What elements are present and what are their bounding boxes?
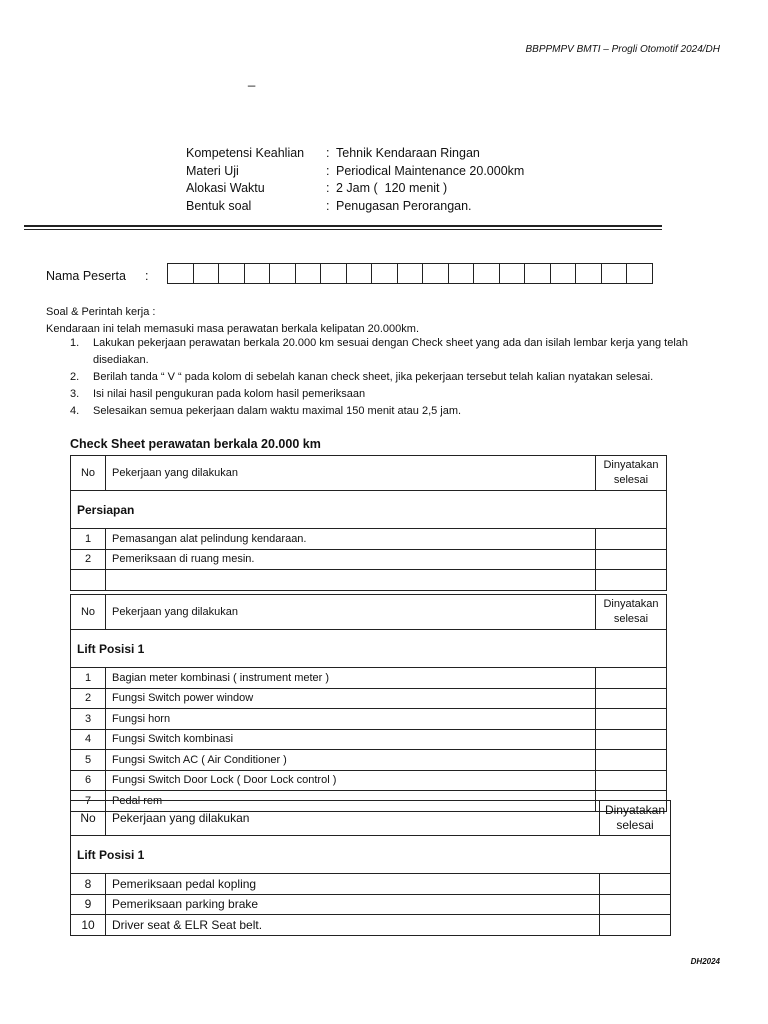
column-header-no: No	[71, 456, 106, 491]
done-checkbox-cell[interactable]	[596, 549, 667, 570]
row-no: 8	[71, 874, 106, 895]
row-job: Pemeriksaan parking brake	[106, 894, 600, 915]
info-row: Bentuk soal : Penugasan Perorangan.	[186, 198, 472, 213]
column-header-done: Dinyatakan selesai	[596, 456, 667, 491]
table-row	[71, 570, 667, 591]
column-header-job: Pekerjaan yang dilakukan	[106, 801, 600, 836]
row-job: Fungsi Switch kombinasi	[106, 729, 596, 750]
participant-name-label: Nama Peserta	[46, 269, 126, 283]
header-dash: _	[248, 72, 256, 87]
table-row	[71, 915, 671, 936]
table-row	[71, 894, 671, 915]
checksheet-table	[70, 594, 667, 812]
name-char-box[interactable]	[422, 263, 449, 284]
row-no: 6	[71, 770, 106, 791]
done-checkbox-cell[interactable]	[600, 915, 671, 936]
row-job: Pedal rem	[106, 791, 596, 812]
step-item: 2. Berilah tanda “ V “ pada kolom di sebelah kanan check sheet, jika pekerjaan tersebut telah kalian nyatakan selesai.	[70, 371, 654, 383]
row-job: Bagian meter kombinasi ( instrument meter )	[106, 668, 596, 689]
checksheet-table	[70, 455, 667, 591]
name-char-box[interactable]	[575, 263, 602, 284]
done-checkbox-cell[interactable]	[596, 729, 667, 750]
name-char-box[interactable]	[269, 263, 296, 284]
checksheet-table	[70, 800, 671, 936]
row-job: Fungsi Switch Door Lock ( Door Lock control )	[106, 770, 596, 791]
column-header-no: No	[71, 595, 106, 630]
participant-name-boxes[interactable]	[168, 263, 653, 284]
column-header-job: Pekerjaan yang dilakukan	[106, 456, 596, 491]
row-no: 2	[71, 549, 106, 570]
done-checkbox-cell[interactable]	[596, 709, 667, 730]
instructions-title: Soal & Perintah kerja :	[46, 306, 156, 318]
name-char-box[interactable]	[499, 263, 526, 284]
table-row	[71, 770, 667, 791]
instructions-intro	[46, 304, 419, 337]
row-no: 1	[71, 529, 106, 550]
step-item: 4. Selesaikan semua pekerjaan dalam waktu maximal 150 menit atau 2,5 jam.	[70, 405, 462, 417]
column-header-done: Dinyatakan selesai	[596, 595, 667, 630]
name-char-box[interactable]	[601, 263, 628, 284]
info-row: Alokasi Waktu : 2 Jam ( 120 menit )	[186, 181, 448, 195]
participant-name-colon: :	[145, 269, 149, 283]
row-no: 1	[71, 668, 106, 689]
done-checkbox-cell[interactable]	[596, 668, 667, 689]
row-job: Driver seat & ELR Seat belt.	[106, 915, 600, 936]
row-no: 9	[71, 894, 106, 915]
checksheet-title: Check Sheet perawatan berkala 20.000 km	[70, 437, 321, 451]
table-row	[71, 549, 667, 570]
step-item: 3. Isi nilai hasil pengukuran pada kolom hasil pemeriksaan	[70, 388, 366, 400]
table-row	[71, 668, 667, 689]
row-no: 7	[71, 791, 106, 812]
done-checkbox-cell[interactable]	[600, 874, 671, 895]
table-row	[71, 709, 667, 730]
instructions-steps	[70, 335, 710, 420]
column-header-job: Pekerjaan yang dilakukan	[106, 595, 596, 630]
row-no: 4	[71, 729, 106, 750]
row-no	[71, 570, 106, 591]
row-job	[106, 570, 596, 591]
name-char-box[interactable]	[346, 263, 373, 284]
column-header-no: No	[71, 801, 106, 836]
name-char-box[interactable]	[167, 263, 194, 284]
header-reference: BBPPMPV BMTI – Progli Otomotif 2024/DH	[525, 44, 720, 55]
name-char-box[interactable]	[626, 263, 653, 284]
table-row	[71, 529, 667, 550]
section-heading: Persiapan	[71, 491, 667, 529]
row-job: Pemeriksaan pedal kopling	[106, 874, 600, 895]
done-checkbox-cell[interactable]	[596, 570, 667, 591]
name-char-box[interactable]	[473, 263, 500, 284]
table-row	[71, 729, 667, 750]
name-char-box[interactable]	[550, 263, 577, 284]
done-checkbox-cell[interactable]	[596, 750, 667, 771]
name-char-box[interactable]	[320, 263, 347, 284]
table-row	[71, 750, 667, 771]
divider	[24, 229, 662, 230]
divider	[24, 225, 662, 227]
info-row: Materi Uji : Periodical Maintenance 20.000km	[186, 163, 525, 178]
table-row	[71, 688, 667, 709]
done-checkbox-cell[interactable]	[600, 894, 671, 915]
footer-code: DH2024	[690, 957, 720, 966]
row-job: Pemasangan alat pelindung kendaraan.	[106, 529, 596, 550]
name-char-box[interactable]	[244, 263, 271, 284]
exam-info	[186, 145, 524, 215]
info-row: Kompetensi Keahlian : Tehnik Kendaraan Ringan	[186, 146, 480, 160]
done-checkbox-cell[interactable]	[596, 770, 667, 791]
row-job: Pemeriksaan di ruang mesin.	[106, 549, 596, 570]
row-no: 5	[71, 750, 106, 771]
done-checkbox-cell[interactable]	[596, 529, 667, 550]
name-char-box[interactable]	[397, 263, 424, 284]
name-char-box[interactable]	[448, 263, 475, 284]
name-char-box[interactable]	[218, 263, 245, 284]
row-no: 10	[71, 915, 106, 936]
instructions-text: Kendaraan ini telah memasuki masa perawatan berkala kelipatan 20.000km.	[46, 322, 419, 335]
row-job: Fungsi Switch power window	[106, 688, 596, 709]
row-job: Fungsi Switch AC ( Air Conditioner )	[106, 750, 596, 771]
row-no: 3	[71, 709, 106, 730]
row-job: Fungsi horn	[106, 709, 596, 730]
table-row	[71, 874, 671, 895]
name-char-box[interactable]	[193, 263, 220, 284]
name-char-box[interactable]	[524, 263, 551, 284]
section-heading: Lift Posisi 1	[71, 836, 671, 874]
name-char-box[interactable]	[371, 263, 398, 284]
column-header-done: Dinyatakan selesai	[600, 801, 671, 836]
name-char-box[interactable]	[295, 263, 322, 284]
section-heading: Lift Posisi 1	[71, 630, 667, 668]
step-item: 1. Lakukan pekerjaan perawatan berkala 20.000 km sesuai dengan Check sheet yang ada dan isilah lembar kerja yang telah disediakan.	[70, 337, 688, 366]
done-checkbox-cell[interactable]	[596, 688, 667, 709]
row-no: 2	[71, 688, 106, 709]
